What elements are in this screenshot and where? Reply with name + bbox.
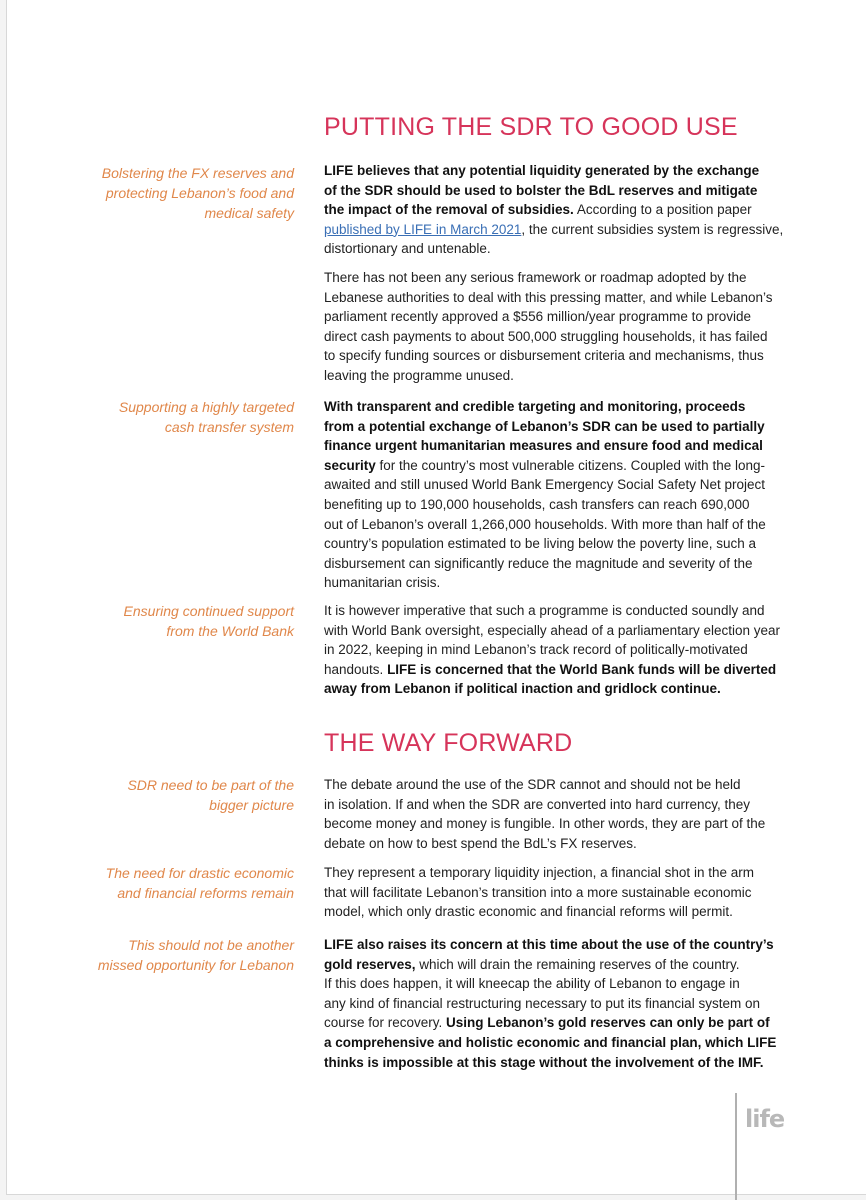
logo-divider xyxy=(735,1093,737,1200)
paragraph: It is however imperative that such a programme is conducted soundly and with World Bank oversight, especially ahead of a parliamentary election year in 2022, keeping in mind Lebanon’s track record of politically-motivated handouts. LIFE is concerned that the World Bank funds will be diverted away from Lebanon if political inaction and gridlock continue. xyxy=(324,603,780,697)
sidenote: This should not be another missed opportunity for Lebanon xyxy=(97,937,294,973)
position-paper-link[interactable]: published by LIFE in March 2021 xyxy=(324,221,522,237)
life-logo xyxy=(735,1093,795,1200)
paragraph: LIFE also raises its concern at this time about the use of the country’s gold reserves, which will drain the remaining reserves of the country. If this does happen, it will kneecap the ability of Lebanon to engage in any kind of financial restructuring necessary to put its financial system on course for recovery. Using Lebanon’s gold reserves can only be part of a comprehensive and holistic economic and financial plan, which LIFE thinks is impossible at this stage without the involvement of the IMF. xyxy=(324,937,777,1070)
document-page xyxy=(6,0,866,1195)
section-title-way-forward: THE WAY FORWARD xyxy=(324,729,573,757)
sidenote: SDR need to be part of the bigger picture xyxy=(127,777,294,813)
paragraph: With transparent and credible targeting and monitoring, proceeds from a potential exchange of Lebanon’s SDR can be used to partially finance urgent humanitarian measures and ensure food and medical security for the country’s most vulnerable citizens. Coupled with the long- awaited and still unused World Bank Emergency Social Safety Net project benefiting up to 190,000 households, cash transfers can reach 690,000 out of Lebanon’s overall 1,266,000 households. With more than half of the country’s population estimated to be living below the poverty line, such a disbursement can significantly reduce the magnitude and severity of the humanitarian crisis. xyxy=(324,399,766,591)
sidenote: Ensuring continued support from the World Bank xyxy=(123,603,294,639)
logo-text: life xyxy=(745,1105,785,1133)
section-title-sdr: PUTTING THE SDR TO GOOD USE xyxy=(324,113,738,141)
paragraph: LIFE believes that any potential liquidity generated by the exchange of the SDR should be used to bolster the BdL reserves and mitigate the impact of the removal of subsidies. According to a position paper published by LIFE in March 2021, the current subsidies system is regressive, distortionary and untenable. xyxy=(324,163,784,257)
sidenote: Bolstering the FX reserves and protecting Lebanon’s food and medical safety xyxy=(101,165,294,221)
paragraph: There has not been any serious framework or roadmap adopted by the Lebanese authorities to deal with this pressing matter, and while Lebanon’s parliament recently approved a $556 million/year programme to provide direct cash payments to about 500,000 struggling households, it has failed to specify funding sources or disbursement criteria and mechanisms, thus leaving the programme unused. xyxy=(324,270,773,383)
paragraph: They represent a temporary liquidity injection, a financial shot in the arm that will facilitate Lebanon’s transition into a more sustainable economic model, which only drastic economic and financial reforms will permit. xyxy=(324,865,754,920)
paragraph: The debate around the use of the SDR cannot and should not be held in isolation. If and when the SDR are converted into hard currency, they become money and money is fungible. In other words, they are part of the debate on how to best spend the BdL’s FX reserves. xyxy=(324,777,766,851)
sidenote: Supporting a highly targeted cash transfer system xyxy=(118,399,294,435)
sidenote: The need for drastic economic and financial reforms remain xyxy=(105,865,294,901)
